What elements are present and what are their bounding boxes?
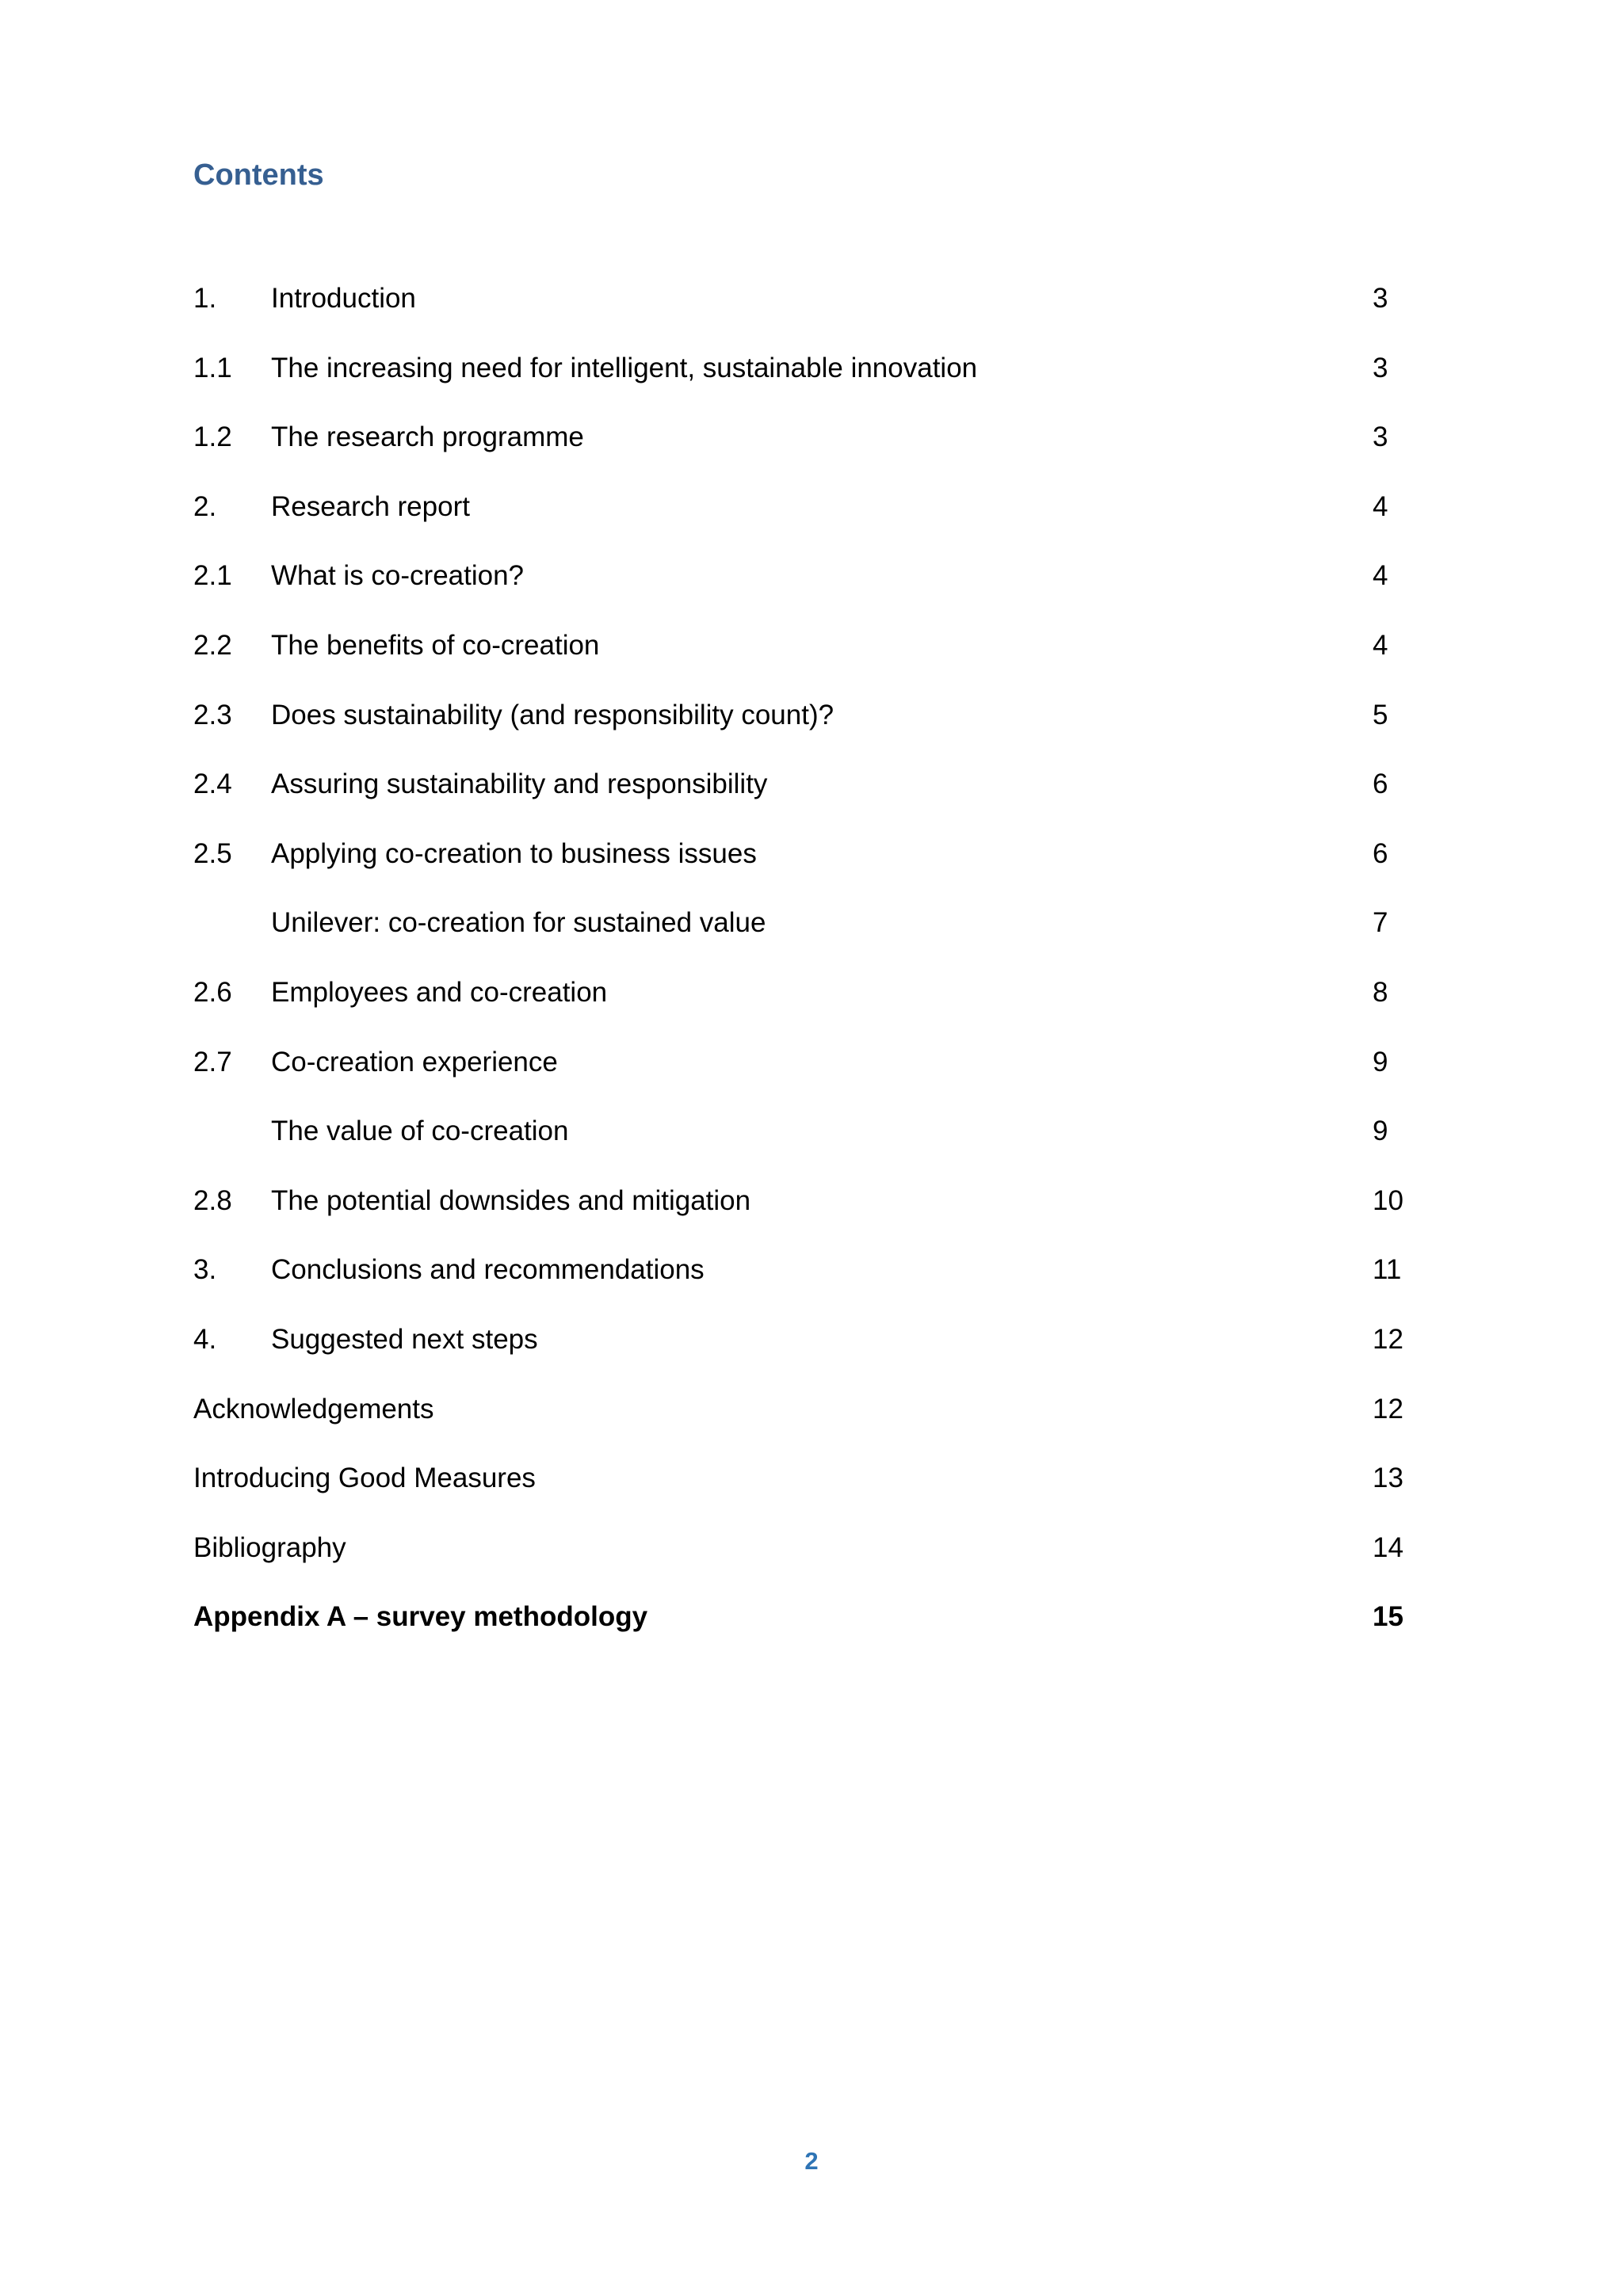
toc-entry[interactable] <box>193 696 1430 765</box>
toc-entry-number: 1.2 <box>193 421 232 453</box>
toc-entry[interactable] <box>193 765 1430 834</box>
toc-entry-page[interactable]: 9 <box>1373 1116 1388 1147</box>
toc-entry-number: 1.1 <box>193 352 232 383</box>
toc-entry-number: 2.5 <box>193 837 232 869</box>
toc-entry[interactable] <box>193 973 1430 1043</box>
toc-entry-page[interactable]: 13 <box>1373 1463 1403 1494</box>
toc-entry[interactable] <box>193 487 1430 557</box>
toc-entry-number: 2.4 <box>193 769 232 800</box>
toc-entry-page[interactable]: 12 <box>1373 1393 1403 1425</box>
toc-entry[interactable] <box>193 1250 1430 1320</box>
toc-entry-number: 3. <box>193 1254 217 1286</box>
toc-entry-title[interactable]: Bibliography <box>193 1531 346 1563</box>
toc-entry[interactable] <box>193 1112 1430 1181</box>
toc-entry-title[interactable]: Unilever: co-creation for sustained value <box>271 907 766 939</box>
toc-entry-title[interactable]: The increasing need for intelligent, sustainable innovation <box>271 352 978 383</box>
toc-entry-page[interactable]: 14 <box>1373 1531 1403 1563</box>
toc-entry-page[interactable]: 4 <box>1373 629 1388 661</box>
toc-entry-page[interactable]: 15 <box>1373 1601 1403 1633</box>
toc-entry[interactable] <box>193 1528 1430 1598</box>
toc-entry-title[interactable]: The value of co-creation <box>271 1116 569 1147</box>
toc-entry-title[interactable]: Suggested next steps <box>271 1323 538 1355</box>
toc-entry-title[interactable]: Acknowledgements <box>193 1393 434 1425</box>
toc-entry-page[interactable]: 8 <box>1373 976 1388 1008</box>
toc-entry[interactable] <box>193 903 1430 973</box>
toc-entry[interactable] <box>193 1597 1430 1667</box>
toc-entry-page[interactable]: 6 <box>1373 837 1388 869</box>
toc-entry-number: 2.1 <box>193 560 232 592</box>
toc-entry-number: 4. <box>193 1323 217 1355</box>
toc-entry-title[interactable]: The potential downsides and mitigation <box>271 1184 751 1216</box>
toc-entry-title[interactable]: The benefits of co-creation <box>271 629 600 661</box>
toc-entry-page[interactable]: 11 <box>1373 1254 1402 1286</box>
toc-entry-page[interactable]: 6 <box>1373 769 1388 800</box>
toc-entry-page[interactable]: 3 <box>1373 283 1388 314</box>
toc-entry[interactable] <box>193 1390 1430 1459</box>
toc-entry-title[interactable]: What is co-creation? <box>271 560 525 592</box>
toc-entry-page[interactable]: 7 <box>1373 907 1388 939</box>
page-number: 2 <box>804 2147 819 2175</box>
contents-heading: Contents <box>193 158 324 192</box>
toc-entry-title[interactable]: Appendix A – survey methodology <box>193 1601 648 1633</box>
toc-entry-number: 2.6 <box>193 976 232 1008</box>
toc-entry-title[interactable]: Introducing Good Measures <box>193 1463 536 1494</box>
toc-entry-title[interactable]: Applying co-creation to business issues <box>271 837 757 869</box>
toc-entry-title[interactable]: Research report <box>271 490 470 522</box>
toc-entry-number: 1. <box>193 283 217 314</box>
toc-entry-number: 2.3 <box>193 699 232 730</box>
toc-entry-page[interactable]: 12 <box>1373 1323 1403 1355</box>
toc-entry[interactable] <box>193 418 1430 487</box>
toc-entry-number: 2.2 <box>193 629 232 661</box>
toc-entry-title[interactable]: Does sustainability (and responsibility count)? <box>271 699 834 730</box>
toc-entry-page[interactable]: 4 <box>1373 490 1388 522</box>
toc-entry[interactable] <box>193 834 1430 904</box>
toc-entry[interactable] <box>193 1181 1430 1251</box>
toc-entry-title[interactable]: Introduction <box>271 283 416 314</box>
toc-entry[interactable] <box>193 349 1430 418</box>
toc-entry-number: 2.8 <box>193 1184 232 1216</box>
toc-entry-title[interactable]: Employees and co-creation <box>271 976 608 1008</box>
toc-entry-page[interactable]: 9 <box>1373 1046 1388 1077</box>
toc-entry-number: 2. <box>193 490 217 522</box>
toc-entry-page[interactable]: 3 <box>1373 421 1388 453</box>
table-of-contents <box>193 279 1430 1667</box>
toc-entry-title[interactable]: Conclusions and recommendations <box>271 1254 705 1286</box>
toc-entry-title[interactable]: The research programme <box>271 421 584 453</box>
toc-entry[interactable] <box>193 1320 1430 1390</box>
toc-entry[interactable] <box>193 556 1430 626</box>
toc-entry[interactable] <box>193 626 1430 696</box>
toc-entry-page[interactable]: 10 <box>1373 1184 1403 1216</box>
toc-entry-title[interactable]: Co-creation experience <box>271 1046 558 1077</box>
toc-entry-number: 2.7 <box>193 1046 232 1077</box>
toc-entry-title[interactable]: Assuring sustainability and responsibility <box>271 769 768 800</box>
toc-entry-page[interactable]: 5 <box>1373 699 1388 730</box>
toc-entry[interactable] <box>193 1043 1430 1112</box>
toc-entry-page[interactable]: 3 <box>1373 352 1388 383</box>
toc-entry-page[interactable]: 4 <box>1373 560 1388 592</box>
toc-entry[interactable] <box>193 1459 1430 1528</box>
toc-entry[interactable] <box>193 279 1430 349</box>
